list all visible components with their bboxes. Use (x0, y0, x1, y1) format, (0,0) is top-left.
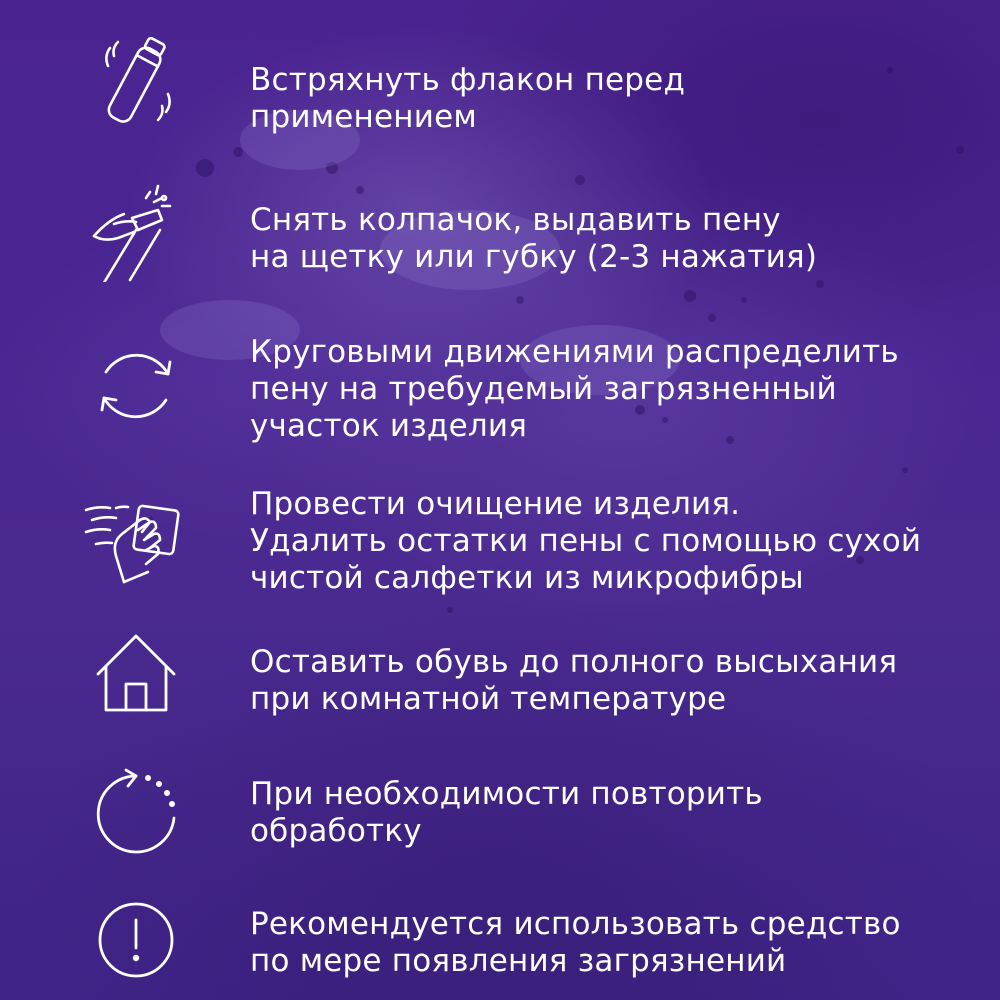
exclamation-circle-icon (84, 892, 188, 996)
step-text: Провести очищение изделия. Удалить остатки пены с помощью сухой чистой салфетки из микрофибры (250, 486, 922, 596)
hand-wipe-icon (84, 486, 188, 590)
step-text: Круговыми движениями распределить пену на требудемый загрязненный участок изделия (250, 334, 899, 444)
circular-arrows-icon (84, 334, 188, 438)
repeat-icon (84, 762, 188, 866)
step-text: При необходимости повторить обработку (250, 776, 763, 849)
step-text: Встряхнуть флакон перед применением (250, 62, 686, 135)
step-text: Снять колпачок, выдавить пену на щетку или губку (2-3 нажатия) (250, 202, 818, 275)
step-text: Оставить обувь до полного высыхания при комнатной температуре (250, 644, 898, 717)
house-icon (84, 626, 188, 730)
hand-spray-icon (84, 178, 188, 282)
step-text: Рекомендуется использовать средство по мере появления загрязнений (250, 906, 901, 979)
shaking-bottle-icon (84, 28, 188, 132)
